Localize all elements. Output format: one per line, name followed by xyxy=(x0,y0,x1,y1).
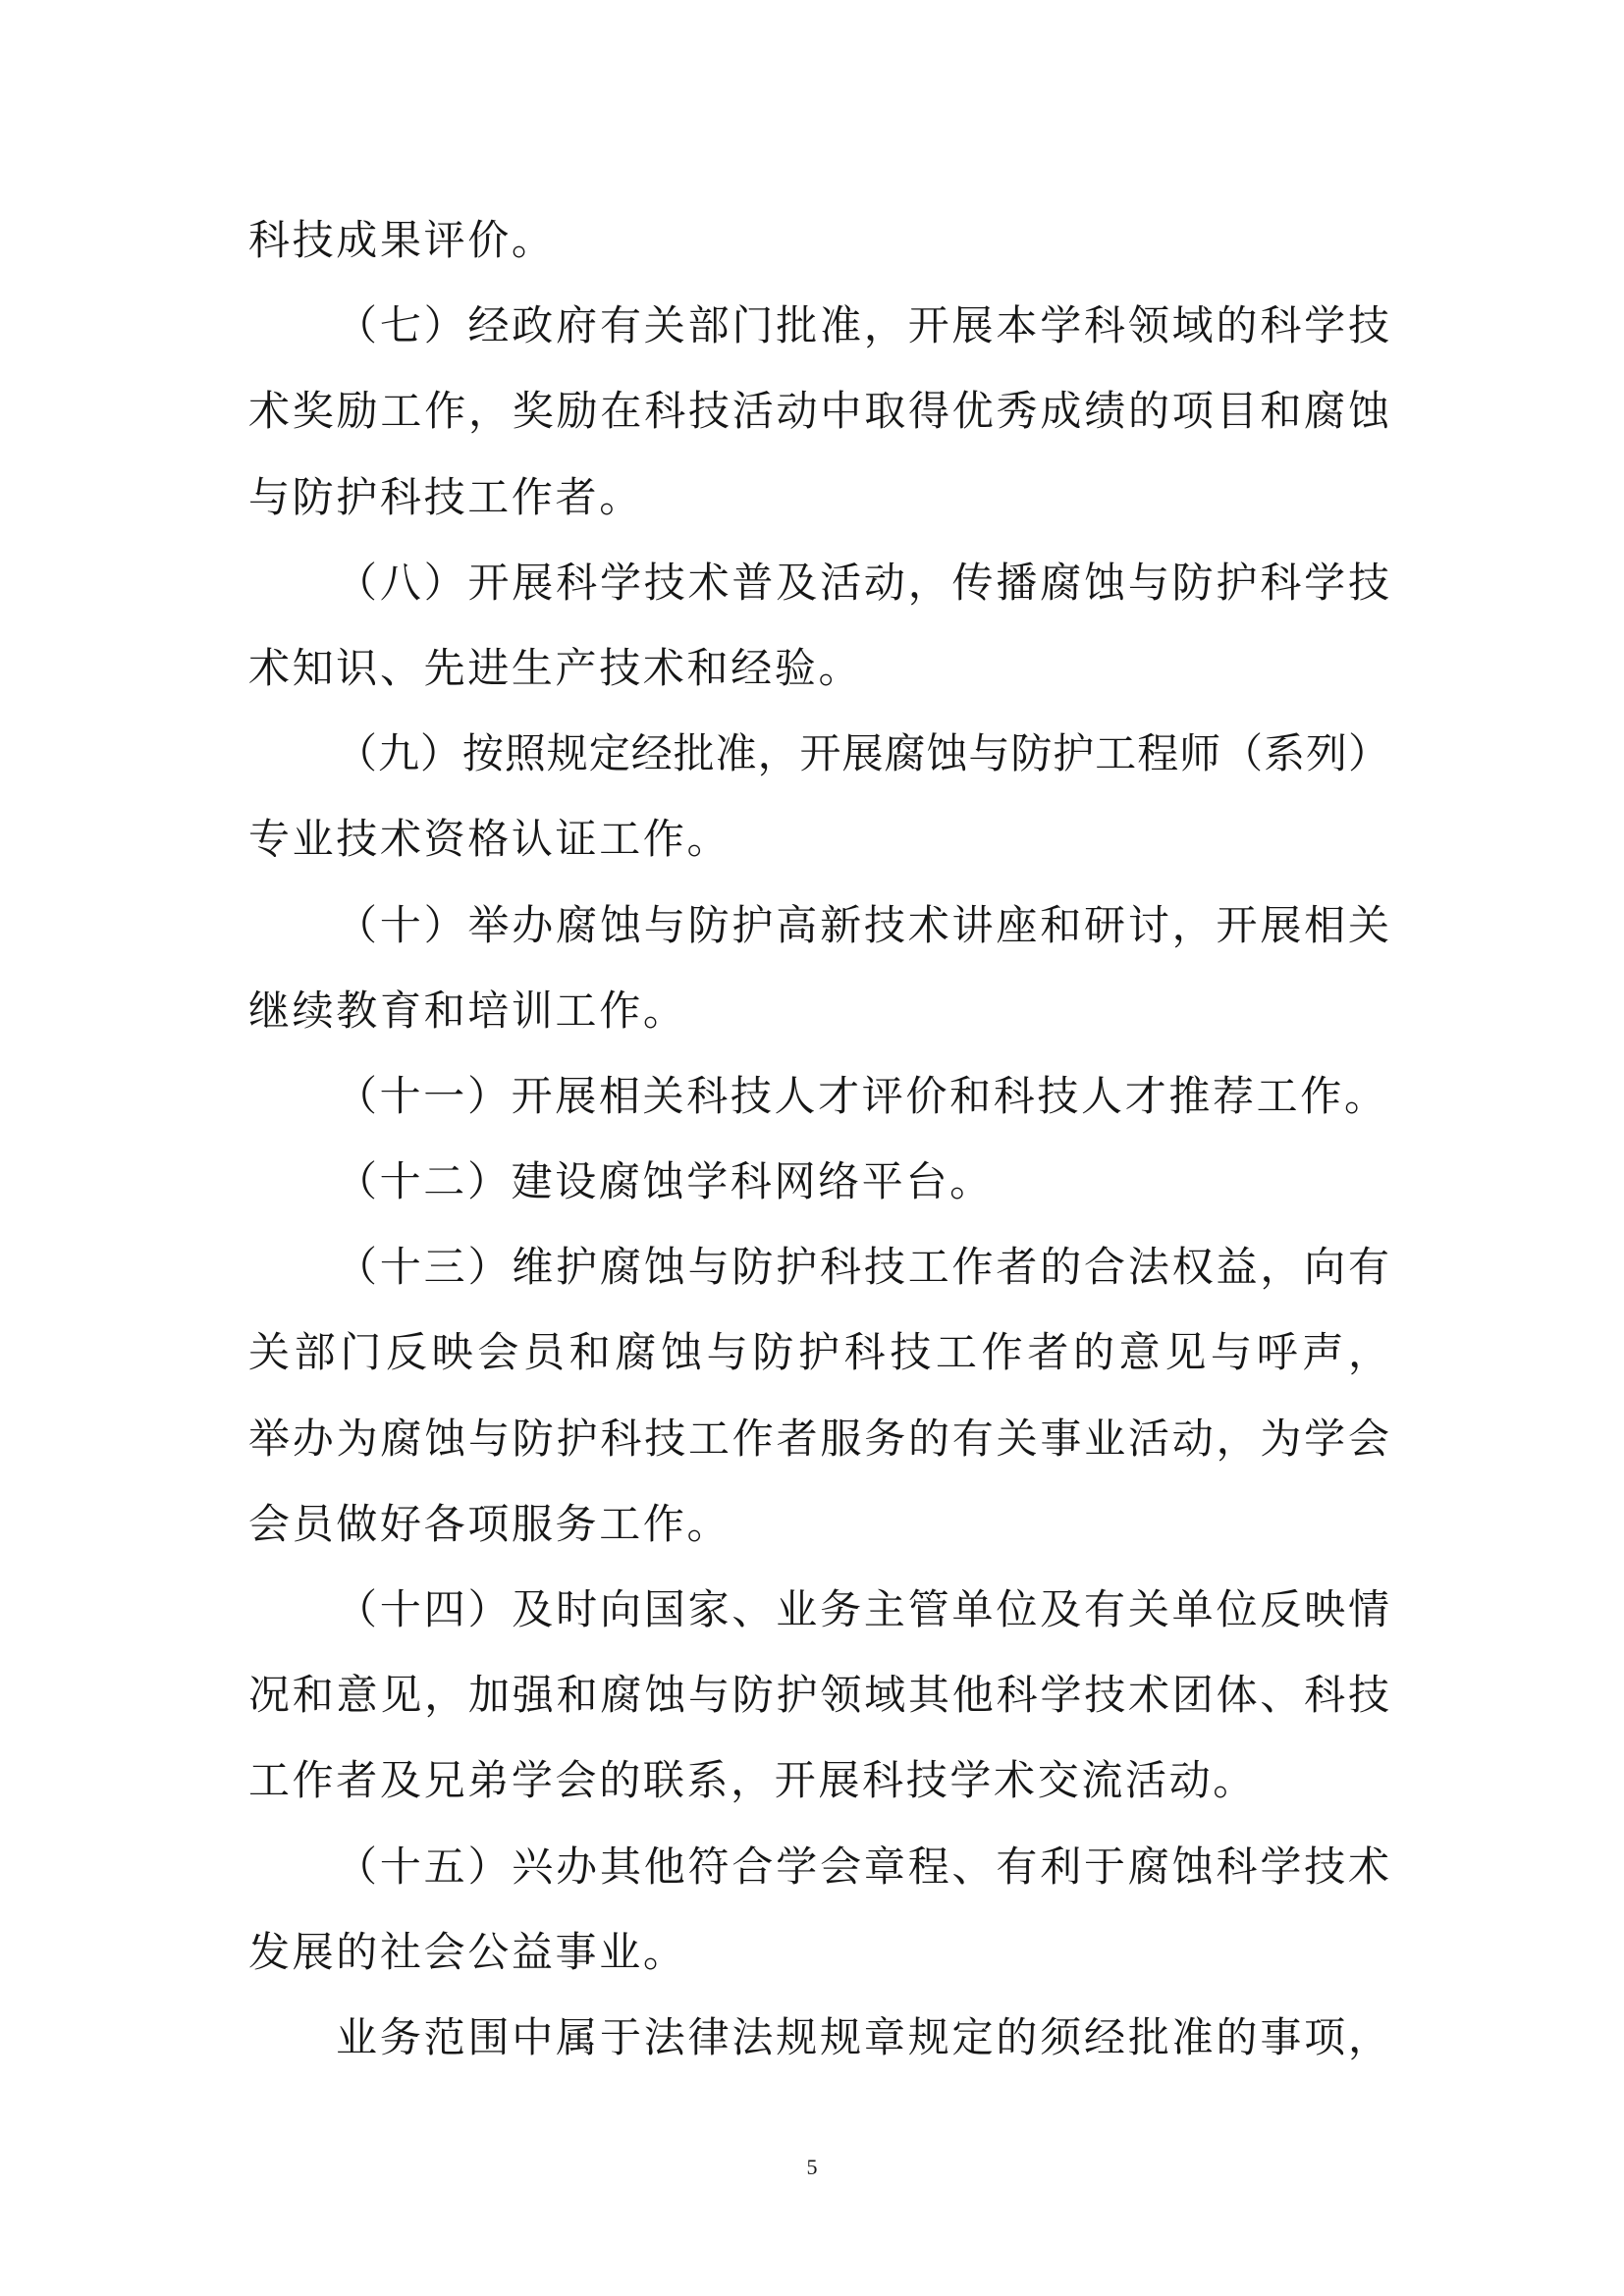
page-number: 5 xyxy=(806,2155,818,2179)
paragraph xyxy=(248,197,1389,283)
text-line: 况和意见，加强和腐蚀与防护领域其他科学技术团体、科技 xyxy=(248,1671,1389,1720)
text-line: 术奖励工作，奖励在科技活动中取得优秀成绩的项目和腐蚀 xyxy=(248,387,1389,436)
text-line: 与防护科技工作者。 xyxy=(248,472,643,521)
text-line: 专业技术资格认证工作。 xyxy=(248,815,731,864)
text-line: 继续教育和培训工作。 xyxy=(248,986,687,1035)
paragraph xyxy=(248,882,1389,1053)
paragraph xyxy=(248,1824,1389,1995)
text-line: 关部门反映会员和腐蚀与防护科技工作者的意见与呼声， xyxy=(248,1328,1389,1377)
text-line: 术知识、先进生产技术和经验。 xyxy=(248,643,863,692)
text-line: 举办为腐蚀与防护科技工作者服务的有关事业活动，为学会 xyxy=(248,1414,1389,1463)
paragraph xyxy=(248,1139,1389,1224)
text-line: （十五）兴办其他符合学会章程、有利于腐蚀科学技术 xyxy=(336,1842,1389,1891)
text-line: 会员做好各项服务工作。 xyxy=(248,1499,731,1548)
paragraph xyxy=(248,1053,1389,1139)
text-line: （十一）开展相关科技人才评价和科技人才推荐工作。 xyxy=(336,1071,1388,1120)
paragraph xyxy=(248,540,1389,711)
text-line: （十二）建设腐蚀学科网络平台。 xyxy=(336,1157,994,1206)
text-line: （七）经政府有关部门批准，开展本学科领域的科学技 xyxy=(336,301,1389,350)
document-body xyxy=(248,197,1389,2080)
paragraph xyxy=(248,1995,1389,2080)
paragraph xyxy=(248,283,1389,540)
text-line: 业务范围中属于法律法规规章规定的须经批准的事项， xyxy=(336,2012,1389,2061)
text-line: （十）举办腐蚀与防护高新技术讲座和研讨，开展相关 xyxy=(336,900,1389,949)
paragraph xyxy=(248,1567,1389,1824)
text-line: （十三）维护腐蚀与防护科技工作者的合法权益，向有 xyxy=(336,1243,1389,1292)
text-line: 科技成果评价。 xyxy=(248,216,556,264)
text-line: （十四）及时向国家、业务主管单位及有关单位反映情 xyxy=(336,1585,1389,1633)
text-line: 工作者及兄弟学会的联系，开展科技学术交流活动。 xyxy=(248,1756,1257,1805)
paragraph xyxy=(248,1224,1389,1567)
text-line: 发展的社会公益事业。 xyxy=(248,1927,687,1976)
text-line: （九）按照规定经批准，开展腐蚀与防护工程师（系列） xyxy=(336,729,1389,778)
paragraph xyxy=(248,711,1389,881)
text-line: （八）开展科学技术普及活动，传播腐蚀与防护科学技 xyxy=(336,558,1389,607)
